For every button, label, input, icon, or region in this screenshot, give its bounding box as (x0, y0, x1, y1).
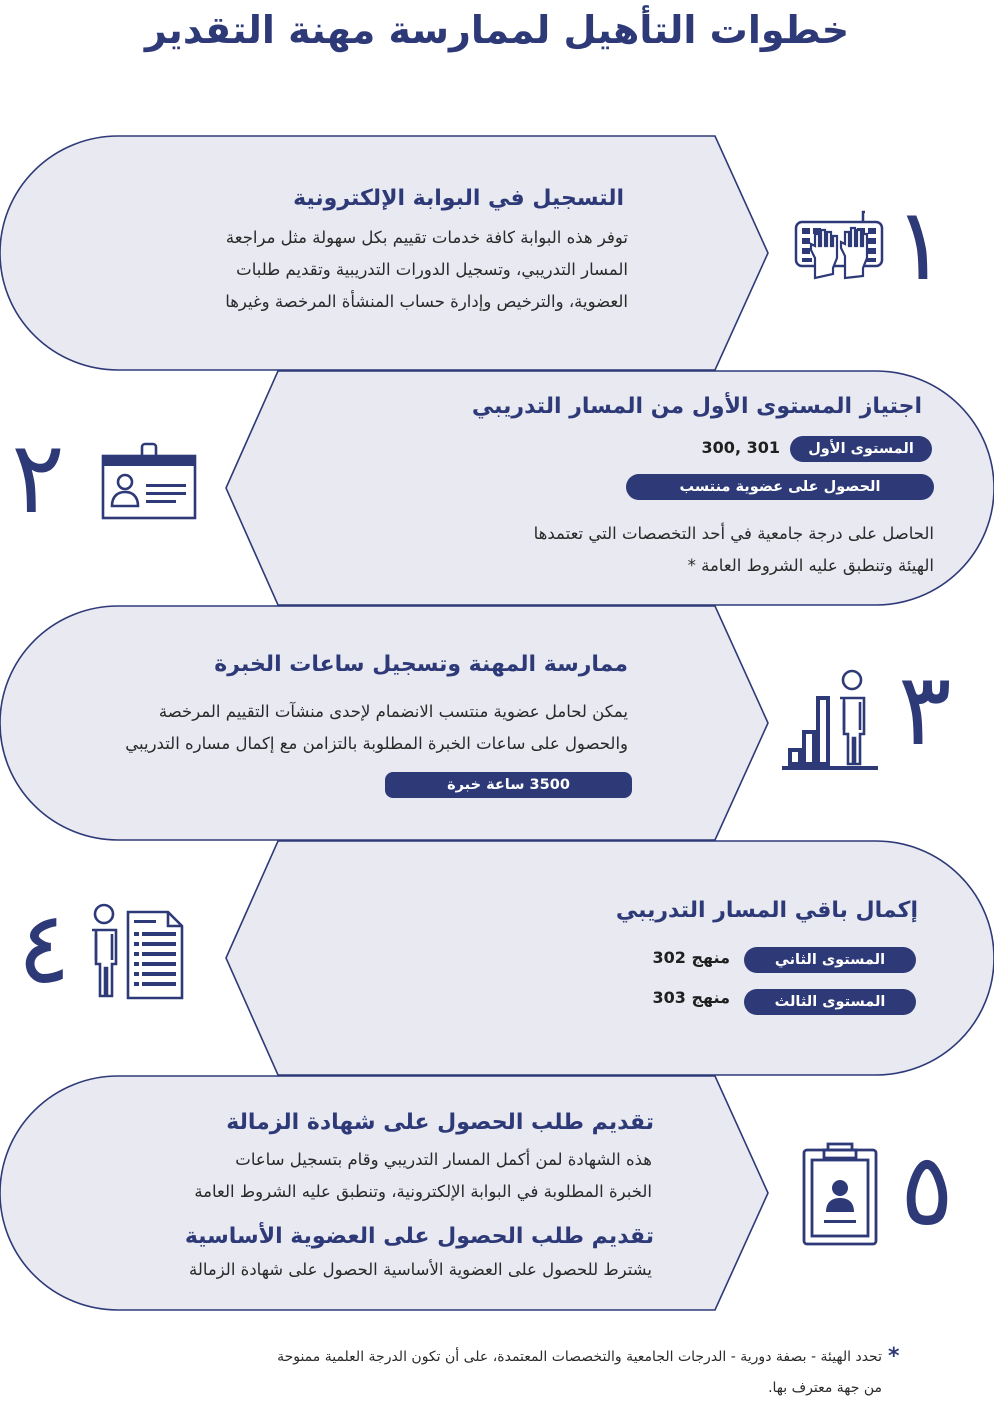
level-3-code: منهج 303 (652, 988, 730, 1007)
level-1-badge: المستوى الأول (790, 436, 932, 462)
level-3-badge: المستوى الثالث (744, 989, 916, 1015)
step-5-heading: تقديم طلب الحصول على شهادة الزمالة (226, 1110, 654, 1135)
person-document-icon (86, 902, 186, 1000)
footnote-line-1: تحدد الهيئة - بصفة دورية - الدرجات الجامعية والتخصصات المعتمدة، على أن تكون الدرجة العلمية ممنوحة (277, 1349, 882, 1365)
level-2-badge: المستوى الثاني (744, 947, 916, 973)
page-title: خطوات التأهيل لممارسة مهنة التقدير (144, 8, 850, 52)
step-4-number: ٤ (17, 889, 71, 1006)
footnote (122, 1342, 882, 1404)
level-1-code: 301 ,300 (701, 438, 780, 457)
step-1-line-3: العضوية، والترخيص وإدارة حساب المنشأة المرخصة وغيرها (225, 292, 628, 311)
step-4-heading: إكمال باقي المسار التدريبي (615, 898, 918, 923)
step-2-heading: اجتياز المستوى الأول من المسار التدريبي (471, 394, 922, 419)
hours-pill: 3500 ساعة خبرة (385, 772, 632, 798)
step-3-text (28, 696, 628, 760)
step-2-line-2: الهيئة وتنطبق عليه الشروط العامة * (687, 556, 934, 575)
step-3-line-1: يمكن لحامل عضوية منتسب الانضمام لإحدى منشآت التقييم المرخصة (158, 702, 628, 721)
footnote-star: * (888, 1344, 900, 1369)
step-1-line-1: توفر هذه البوابة كافة خدمات تقييم بكل سهولة مثل مراجعة (225, 228, 628, 247)
step-1-number: ١ (893, 186, 947, 303)
clipboard-profile-icon (800, 1140, 880, 1248)
id-badge-icon (100, 440, 198, 522)
step-3-line-2: والحصول على ساعات الخبرة المطلوبة بالتزامن مع إكمال مساره التدريبي (125, 734, 628, 753)
step-5-heading-2: تقديم طلب الحصول على العضوية الأساسية (184, 1224, 654, 1249)
step-2-number: ٢ (11, 419, 65, 536)
step-1-text (108, 222, 628, 318)
step-5-text (92, 1144, 652, 1208)
step-2-text (414, 518, 934, 582)
membership-pill: الحصول على عضوية منتسب (626, 474, 934, 500)
person-steps-icon (780, 668, 880, 772)
step-5-line-1: هذه الشهادة لمن أكمل المسار التدريبي وقام بتسجيل ساعات (235, 1150, 652, 1169)
step-3-heading: ممارسة المهنة وتسجيل ساعات الخبرة (214, 652, 628, 677)
step-3-number: ٣ (898, 651, 952, 768)
step-1-heading: التسجيل في البوابة الإلكترونية (293, 186, 624, 211)
footnote-line-2: من جهة معترف بها. (768, 1380, 882, 1396)
step-1-line-2: المسار التدريبي، وتسجيل الدورات التدريبية وتقديم طلبات (236, 260, 628, 279)
step-5-line-2: الخبرة المطلوبة في البوابة الإلكترونية، وتنطبق عليه الشروط العامة (194, 1182, 652, 1201)
step-5-number: ٥ (900, 1131, 954, 1248)
keyboard-hands-icon (793, 208, 885, 280)
level-2-code: منهج 302 (652, 948, 730, 967)
step-2-line-1: الحاصل على درجة جامعية في أحد التخصصات التي تعتمدها (533, 524, 934, 543)
step-5-line-3: يشترط للحصول على العضوية الأساسية الحصول على شهادة الزمالة (188, 1260, 652, 1279)
